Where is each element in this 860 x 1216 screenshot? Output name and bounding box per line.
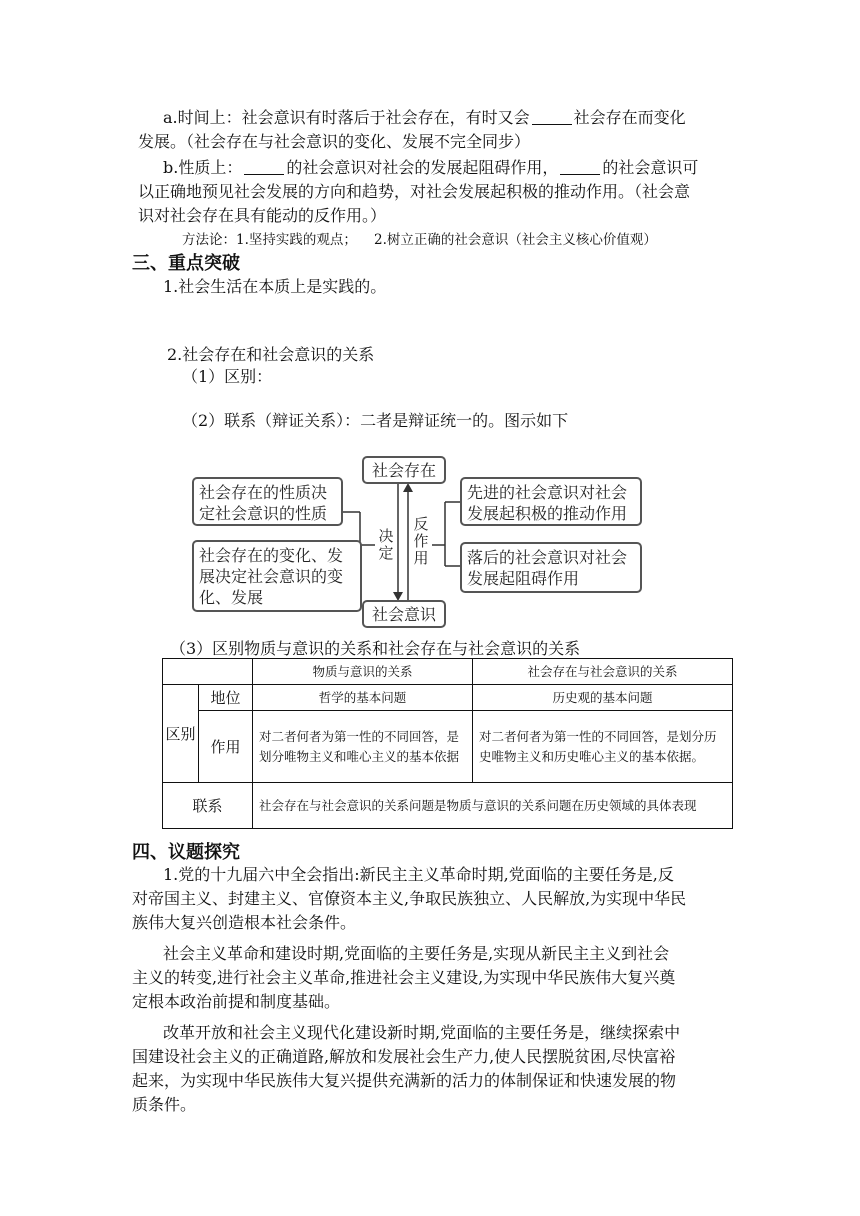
s3-item2-2: （2）联系（辩证关系）：二者是辩证统一的。图示如下 xyxy=(182,411,569,430)
s3-item2-1: （1）区别： xyxy=(182,367,273,386)
box-social-consciousness: 社会意识 xyxy=(362,600,446,628)
table-label-diff: 区别 xyxy=(163,685,199,783)
s4-p1-line3: 族伟大复兴创造根本社会条件。 xyxy=(132,913,357,932)
s3-item1: 1.社会生活在本质上是实践的。 xyxy=(163,277,387,296)
table-cell-role-c1: 对二者何者为第一性的不同回答，是划分唯物主义和唯心主义的基本依据 xyxy=(253,711,473,783)
s3-item2: 2.社会存在和社会意识的关系 xyxy=(167,345,375,364)
s4-p2-line1: 社会主义革命和建设时期,党面临的主要任务是,实现从新民主主义到社会 xyxy=(163,944,670,963)
table-row-link xyxy=(163,783,733,829)
s4-p2-line3: 定根本政治前提和制度基础。 xyxy=(132,992,341,1011)
table-row-status xyxy=(163,685,733,711)
table-cell-role-c2: 对二者何者为第一性的不同回答，是划分历史唯物主义和历史唯心主义的基本依据。 xyxy=(473,711,733,783)
table-header-row xyxy=(163,659,733,685)
table-label-status: 地位 xyxy=(199,685,253,711)
s4-p1-line1: 1.党的十九届六中全会指出:新民主主义革命时期,党面临的主要任务是,反 xyxy=(163,865,674,884)
table-label-role: 作用 xyxy=(199,711,253,783)
para-b-line3: 识对社会存在具有能动的反作用。） xyxy=(138,206,387,225)
table-header-col2: 社会存在与社会意识的关系 xyxy=(473,659,733,685)
section4-title: 四、议题探究 xyxy=(132,842,240,863)
para-b-text-pre: b.性质上： xyxy=(163,158,243,177)
arrow-up-head xyxy=(403,483,413,492)
box-left-nature: 社会存在的性质决定社会意识的性质 xyxy=(192,477,343,526)
s4-p3-line4: 质条件。 xyxy=(132,1095,197,1114)
table-cell-link: 社会存在与社会意识的关系问题是物质与意识的关系问题在历史领域的具体表现 xyxy=(253,783,733,829)
section3-title: 三、重点突破 xyxy=(132,253,240,274)
para-a-text-post: 社会存在而变化 xyxy=(573,108,686,127)
table-cell-status-c2: 历史观的基本问题 xyxy=(473,685,733,711)
s4-p3-line1: 改革开放和社会主义现代化建设新时期,党面临的主要任务是，继续探索中 xyxy=(163,1023,681,1042)
label-decide: 决定 xyxy=(378,527,394,562)
table-header-col1: 物质与意识的关系 xyxy=(253,659,473,685)
box-left-change: 社会存在的变化、发展决定社会意识的变化、发展 xyxy=(192,540,362,612)
table-row-role xyxy=(163,711,733,783)
label-react: 反作用 xyxy=(413,515,429,567)
s4-p3-line2: 国建设社会主义的正确道路,解放和发展社会生产力,使人民摆脱贫困,尽快富裕 xyxy=(132,1047,676,1066)
s4-p2-line2: 主义的转变,进行社会主义革命,推进社会主义建设,为实现中华民族伟大复兴奠 xyxy=(132,968,676,987)
para-a-text-pre: a.时间上：社会意识有时落后于社会存在，有时又会 xyxy=(163,108,530,127)
s3-item2-3: （3）区别物质与意识的关系和社会存在与社会意识的关系 xyxy=(170,639,581,658)
para-b-text-mid: 的社会意识对社会的发展起阻碍作用， xyxy=(286,158,559,177)
para-b-line2: 以正确地预见社会发展的方向和趋势，对社会发展起积极的推动作用。（社会意 xyxy=(138,182,691,201)
para-b-text-post: 的社会意识可 xyxy=(602,158,699,177)
methodology: 方法论：1.坚持实践的观点； 2.树立正确的社会意识（社会主义核心价值观） xyxy=(182,232,657,248)
box-right-advanced: 先进的社会意识对社会发展起积极的推动作用 xyxy=(460,477,642,526)
table-corner-cell xyxy=(163,659,253,685)
comparison-table xyxy=(162,658,733,829)
box-social-existence: 社会存在 xyxy=(362,456,446,484)
s4-p3-line3: 起来，为实现中华民族伟大复兴提供充满新的活力的体制保证和快速发展的物 xyxy=(132,1071,677,1090)
para-a-line2: 发展。（社会存在与社会意识的变化、发展不完全同步） xyxy=(138,132,531,151)
box-right-backward: 落后的社会意识对社会发展起阻碍作用 xyxy=(460,542,642,593)
s4-p1-line2: 对帝国主义、封建主义、官僚资本主义,争取民族独立、人民解放,为实现中华民 xyxy=(132,889,687,908)
table-cell-status-c1: 哲学的基本问题 xyxy=(253,685,473,711)
table-label-link: 联系 xyxy=(163,783,253,829)
